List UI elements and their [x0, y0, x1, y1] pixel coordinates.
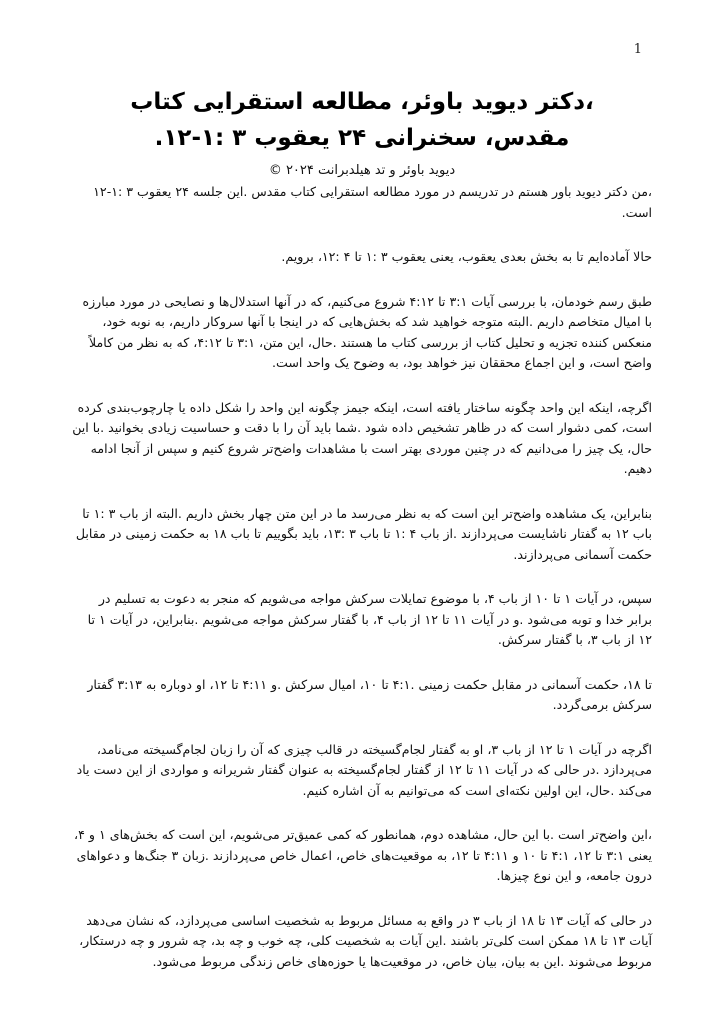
paragraph-9: ،این واضح‌تر است .با این حال، مشاهده دوم، همانطور که کمی عمیق‌تر می‌شویم، این است که بخش‌های ۱ و ۴، یعنی ۳:۱ تا ۱۲، ۴:۱ تا ۱۰ و ۴:۱۱ تا ۱۲، به موقعیت‌های خاص، اعمال خاص می‌پردازند .زبان ۳ جنگ‌ها و دعواهای درون جامعه، و این نوع چیزها.: [74, 827, 652, 883]
paragraph-6: سپس، در آیات ۱ تا ۱۰ از باب ۴، با موضوع تمایلات سرکش مواجه می‌شویم که منجر به دعوت به تسلیم در برابر خدا و توبه می‌شود .و در آیات ۱۱ تا ۱۲ از باب ۴، با گفتار سرکش مواجه می‌شویم .بنابراین، در آیات ۱ تا ۱۲ از باب ۳، با گفتار سرکش.: [87, 591, 652, 647]
paragraph-2: حالا آماده‌ایم تا به بخش بعدی یعقوب، یعنی یعقوب ۳ :۱ تا ۴ :۱۲، برویم.: [281, 249, 652, 264]
copyright-line: دیوید باوئر و تد هیلدبرانت ۲۰۲۴ ©: [268, 163, 456, 178]
body-text: [72, 182, 652, 996]
paragraph-5: بنابراین، یک مشاهده واضح‌تر این است که به نظر می‌رسد ما در این متن چهار بخش داریم .البته از باب ۳ :۱ تا باب ۱۲ به گفتار ناشایست می‌پردازند .از باب ۴ :۱ تا باب ۳ :۱۳، باید بگوییم تا باب ۱۸ به حکمت زمینی در مقابل حکمت آسمانی می‌پردازند.: [75, 505, 652, 562]
paragraph-3: طبق رسم خودمان، با بررسی آیات ۳:۱ تا ۴:۱۲ شروع می‌کنیم، که در آنها استدلال‌ها و نصایحی در مورد مبارزه با امیال متخاصم داریم .البته متوجه خواهید شد که بخش‌هایی که در اینجا با آنها سروکار داریم، به نوبه خود، منعکس کننده تجزیه و تحلیل کتاب از بررسی کتاب ما هستند .حال، این متن، ۳:۱ تا ۴:۱۲، که به نظر من کاملاً واضح است، و این اجماع محققان نیز خواهد بود، به وضوح یک واحد است.: [82, 293, 652, 370]
paragraph-8: اگرچه در آیات ۱ تا ۱۲ از باب ۳، او به گفتار لجام‌گسیخته در قالب چیزی که آن را زبان لجام‌گسیخته می‌نامد، می‌پردازد .در حالی که در آیات ۱۱ تا ۱۲ از گفتار لجام‌گسیخته به عنوان گفتار شریرانه و مواردی از این دست یاد می‌کند .حال، این اولین نکته‌ای است که می‌توانیم به آن اشاره کنیم.: [76, 741, 652, 798]
page-number: 1: [633, 42, 642, 57]
paragraph-7: تا ۱۸، حکمت آسمانی در مقابل حکمت زمینی .۴:۱ تا ۱۰، امیال سرکش .و ۴:۱۱ تا ۱۲، او دوباره به ۳:۱۳ گفتار سرکش برمی‌گردد.: [87, 676, 652, 712]
paragraph-10: در حالی که آیات ۱۳ تا ۱۸ از باب ۳ در واقع به مسائل مربوط به شخصیت اساسی می‌پردازد، که نشان می‌دهد آیات ۱۳ تا ۱۸ ممکن است کلی‌تر باشند .این آیات به شخصیت کلی، چه خوب و چه بد، چه شرور و چه درستکار، مربوط می‌شوند .این به بیان، بیان خاص، در موقعیت‌ها یا حوزه‌های خاص زندگی مربوط می‌شود.: [79, 912, 652, 969]
title-block: [90, 84, 634, 180]
paragraph-4: اگرچه، اینکه این واحد چگونه ساختار یافته است، اینکه جیمز چگونه این واحد را شکل داده یا چارچوب‌بندی کرده است، کمی دشوار است که در ظاهر تشخیص داده شود .شما باید آن را با دقت و حساسیت زیادی بخوانید .با این حال، یک چیز را می‌دانیم که در چنین موردی بهتر است با مشاهدات واضح‌تر شروع کنیم و سپس از آنجا ادامه دهیم.: [72, 399, 652, 476]
paragraph-1: ،من دکتر دیوید باور هستم در تدریسم در مورد مطالعه استقرایی کتاب مقدس .این جلسه ۲۴ یعقوب ۳ :۱-۱۲ است.: [93, 184, 652, 220]
document-title: ،دکتر دیوید باوئر، مطالعه استقرایی کتاب مقدس، سخنرانی ۲۴ یعقوب ۳ :۱-۱۲.: [130, 89, 594, 151]
